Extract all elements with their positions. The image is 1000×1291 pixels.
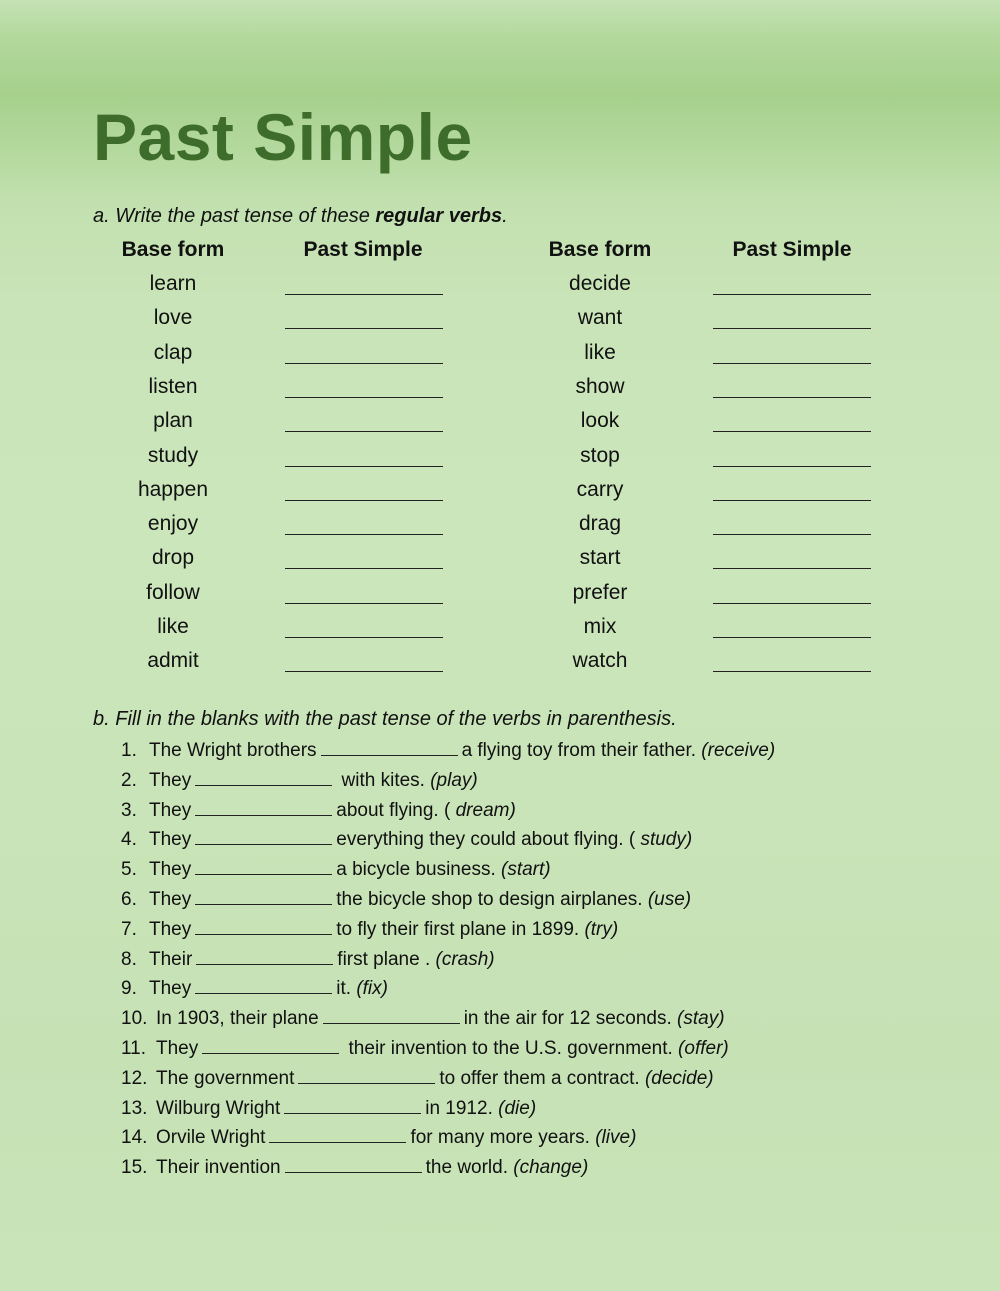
verb-row xyxy=(0,644,1000,678)
header-past-simple-right: Past Simple xyxy=(732,238,852,261)
sentence-end: first plane . xyxy=(337,948,431,970)
base-verb: happen xyxy=(137,477,209,501)
answer-blank[interactable] xyxy=(713,411,871,432)
verb-row xyxy=(0,404,1000,438)
sentence-number: 1. xyxy=(121,740,137,761)
answer-blank[interactable] xyxy=(285,308,443,329)
base-verb: admit xyxy=(147,649,199,673)
sentence-start: Orvile Wright xyxy=(156,1127,266,1149)
sentence-item xyxy=(121,1094,536,1124)
section-a-instruction xyxy=(93,205,508,228)
sentence-start: They xyxy=(156,1038,199,1059)
verb-hint: (start) xyxy=(501,859,551,881)
instruction-a-bold: regular verbs xyxy=(375,205,503,227)
base-verb: prefer xyxy=(572,580,628,604)
sentence-end: the bicycle shop to design airplanes. xyxy=(336,889,643,910)
sentence-blank[interactable] xyxy=(195,769,332,786)
sentence-item xyxy=(121,1153,588,1183)
sentence-start: They xyxy=(149,889,192,910)
sentence-number: 5. xyxy=(121,859,137,881)
verb-row xyxy=(0,336,1000,370)
base-verb: like xyxy=(157,615,189,638)
base-verb: mix xyxy=(583,615,617,638)
answer-blank[interactable] xyxy=(285,548,443,569)
answer-blank[interactable] xyxy=(713,651,871,672)
answer-blank[interactable] xyxy=(713,583,871,604)
sentence-number: 14. xyxy=(121,1127,148,1149)
base-verb: follow xyxy=(146,580,200,604)
answer-blank[interactable] xyxy=(713,617,871,638)
sentence-number: 15. xyxy=(121,1157,148,1179)
base-verb: clap xyxy=(153,340,193,364)
sentence-number: 11. xyxy=(121,1038,147,1059)
answer-blank[interactable] xyxy=(713,274,871,295)
sentence-end: about flying. ( xyxy=(336,799,451,821)
sentence-end: to fly their first plane in 1899. xyxy=(336,918,580,940)
verb-row xyxy=(0,439,1000,473)
verb-hint: (die) xyxy=(498,1097,537,1119)
sentence-end: to offer them a contract. xyxy=(439,1067,640,1089)
sentence-blank[interactable] xyxy=(202,1037,339,1054)
verb-row xyxy=(0,507,1000,541)
sentence-blank[interactable] xyxy=(195,918,332,935)
base-verb: study xyxy=(147,443,199,467)
sentence-item xyxy=(121,945,495,975)
sentence-start: They xyxy=(149,918,192,940)
sentence-item xyxy=(121,915,618,945)
verb-row xyxy=(0,370,1000,404)
sentence-blank[interactable] xyxy=(196,948,333,965)
sentence-number: 6. xyxy=(121,889,137,910)
answer-blank[interactable] xyxy=(713,446,871,467)
base-verb: drop xyxy=(151,546,195,570)
sentence-number: 3. xyxy=(121,799,137,821)
base-verb: love xyxy=(153,306,193,330)
sentence-blank[interactable] xyxy=(321,739,458,756)
verb-row xyxy=(0,576,1000,610)
sentence-end: in 1912. xyxy=(425,1097,493,1119)
sentence-item xyxy=(121,736,775,766)
page-title: Past Simple xyxy=(93,100,473,174)
sentence-start: In 1903, their plane xyxy=(156,1008,319,1030)
instruction-a-end: . xyxy=(502,205,508,227)
sentence-item xyxy=(121,796,516,826)
answer-blank[interactable] xyxy=(285,411,443,432)
sentence-blank[interactable] xyxy=(323,1007,460,1024)
base-verb: listen xyxy=(148,374,198,398)
answer-blank[interactable] xyxy=(713,480,871,501)
sentence-number: 8. xyxy=(121,948,137,970)
sentence-blank[interactable] xyxy=(195,858,332,875)
answer-blank[interactable] xyxy=(713,514,871,535)
base-verb: plan xyxy=(153,409,193,433)
base-verb: show xyxy=(575,374,625,398)
sentence-blank[interactable] xyxy=(285,1156,422,1173)
sentence-blank[interactable] xyxy=(269,1126,406,1143)
sentence-end: the world. xyxy=(425,1157,508,1179)
verb-hint: (receive) xyxy=(701,740,776,761)
answer-blank[interactable] xyxy=(285,583,443,604)
base-verb: look xyxy=(580,409,620,433)
sentence-start: The Wright brothers xyxy=(149,740,317,761)
sentence-number: 9. xyxy=(121,978,137,1000)
base-verb: enjoy xyxy=(147,512,199,536)
verb-hint: study) xyxy=(640,829,693,851)
verb-row xyxy=(0,473,1000,507)
sentence-blank[interactable] xyxy=(195,799,332,816)
verb-hint: (crash) xyxy=(435,948,495,970)
base-verb: like xyxy=(584,340,616,364)
sentence-blank[interactable] xyxy=(284,1097,421,1114)
sentence-number: 2. xyxy=(121,769,137,791)
sentence-end: a flying toy from their father. xyxy=(461,740,697,761)
sentence-item xyxy=(121,1004,725,1034)
sentence-start: They xyxy=(149,829,192,851)
answer-blank[interactable] xyxy=(285,274,443,295)
answer-blank[interactable] xyxy=(713,343,871,364)
sentence-start: They xyxy=(149,859,192,881)
sentence-end: their invention to the U.S. government. xyxy=(343,1038,673,1059)
base-verb: drag xyxy=(578,512,622,536)
instruction-a-start: a. Write the past tense of these xyxy=(93,205,376,227)
section-b-instruction: b. Fill in the blanks with the past tense of the verbs in parenthesis. xyxy=(93,708,677,730)
verb-row xyxy=(0,541,1000,575)
verb-hint: (try) xyxy=(584,918,619,940)
base-verb: stop xyxy=(580,443,620,467)
sentence-item xyxy=(121,1123,636,1153)
sentence-item xyxy=(121,825,692,855)
verb-row xyxy=(0,301,1000,335)
header-base-form-left: Base form xyxy=(121,238,225,261)
answer-blank[interactable] xyxy=(713,308,871,329)
verb-row xyxy=(0,267,1000,301)
verb-row xyxy=(0,610,1000,644)
sentence-number: 13. xyxy=(121,1097,148,1119)
sentence-end: a bicycle business. xyxy=(336,859,496,881)
sentence-blank[interactable] xyxy=(195,828,332,845)
sentence-start: Wilburg Wright xyxy=(156,1097,281,1119)
header-past-simple-left: Past Simple xyxy=(303,238,423,261)
sentence-blank[interactable] xyxy=(195,977,332,994)
answer-blank[interactable] xyxy=(285,651,443,672)
answer-blank[interactable] xyxy=(713,548,871,569)
answer-blank[interactable] xyxy=(285,617,443,638)
verb-hint: (offer) xyxy=(678,1038,729,1059)
base-verb: start xyxy=(579,546,621,570)
answer-blank[interactable] xyxy=(285,343,443,364)
answer-blank[interactable] xyxy=(713,377,871,398)
sentence-item xyxy=(121,1064,714,1094)
base-verb: learn xyxy=(149,272,197,295)
sentence-number: 10. xyxy=(121,1008,148,1030)
sentence-number: 7. xyxy=(121,918,137,940)
sentence-end: in the air for 12 seconds. xyxy=(463,1008,672,1030)
sentence-end: everything they could about flying. ( xyxy=(336,829,636,851)
base-verb: want xyxy=(577,306,623,330)
answer-blank[interactable] xyxy=(285,480,443,501)
answer-blank[interactable] xyxy=(285,377,443,398)
sentence-number: 4. xyxy=(121,829,137,851)
sentence-item xyxy=(121,766,478,796)
sentence-end: it. xyxy=(336,978,352,1000)
sentence-blank[interactable] xyxy=(195,888,332,905)
sentence-start: Their invention xyxy=(156,1157,281,1179)
verb-hint: (stay) xyxy=(677,1008,725,1030)
sentence-start: Their xyxy=(149,948,193,970)
sentence-item xyxy=(121,855,551,885)
sentence-start: The government xyxy=(156,1067,295,1089)
verb-hint: (play) xyxy=(430,769,478,791)
sentence-start: They xyxy=(149,799,192,821)
sentence-start: They xyxy=(149,769,192,791)
verb-hint: (change) xyxy=(513,1157,589,1179)
sentence-blank[interactable] xyxy=(298,1067,435,1084)
verb-hint: (decide) xyxy=(644,1067,714,1089)
verb-hint: dream) xyxy=(455,799,516,821)
sentence-start: They xyxy=(149,978,192,1000)
header-base-form-right: Base form xyxy=(548,238,652,261)
base-verb: watch xyxy=(572,649,628,673)
sentence-number: 12. xyxy=(121,1067,148,1089)
sentence-item xyxy=(121,885,691,915)
base-verb: carry xyxy=(576,477,624,501)
verb-hint: (live) xyxy=(595,1127,637,1149)
sentence-item xyxy=(121,1034,729,1064)
answer-blank[interactable] xyxy=(285,446,443,467)
verb-hint: (fix) xyxy=(356,978,388,1000)
sentence-end: for many more years. xyxy=(410,1127,590,1149)
sentence-end: with kites. xyxy=(336,769,425,791)
verb-hint: (use) xyxy=(647,889,692,910)
base-verb: decide xyxy=(569,272,631,295)
answer-blank[interactable] xyxy=(285,514,443,535)
sentence-item xyxy=(121,974,388,1004)
